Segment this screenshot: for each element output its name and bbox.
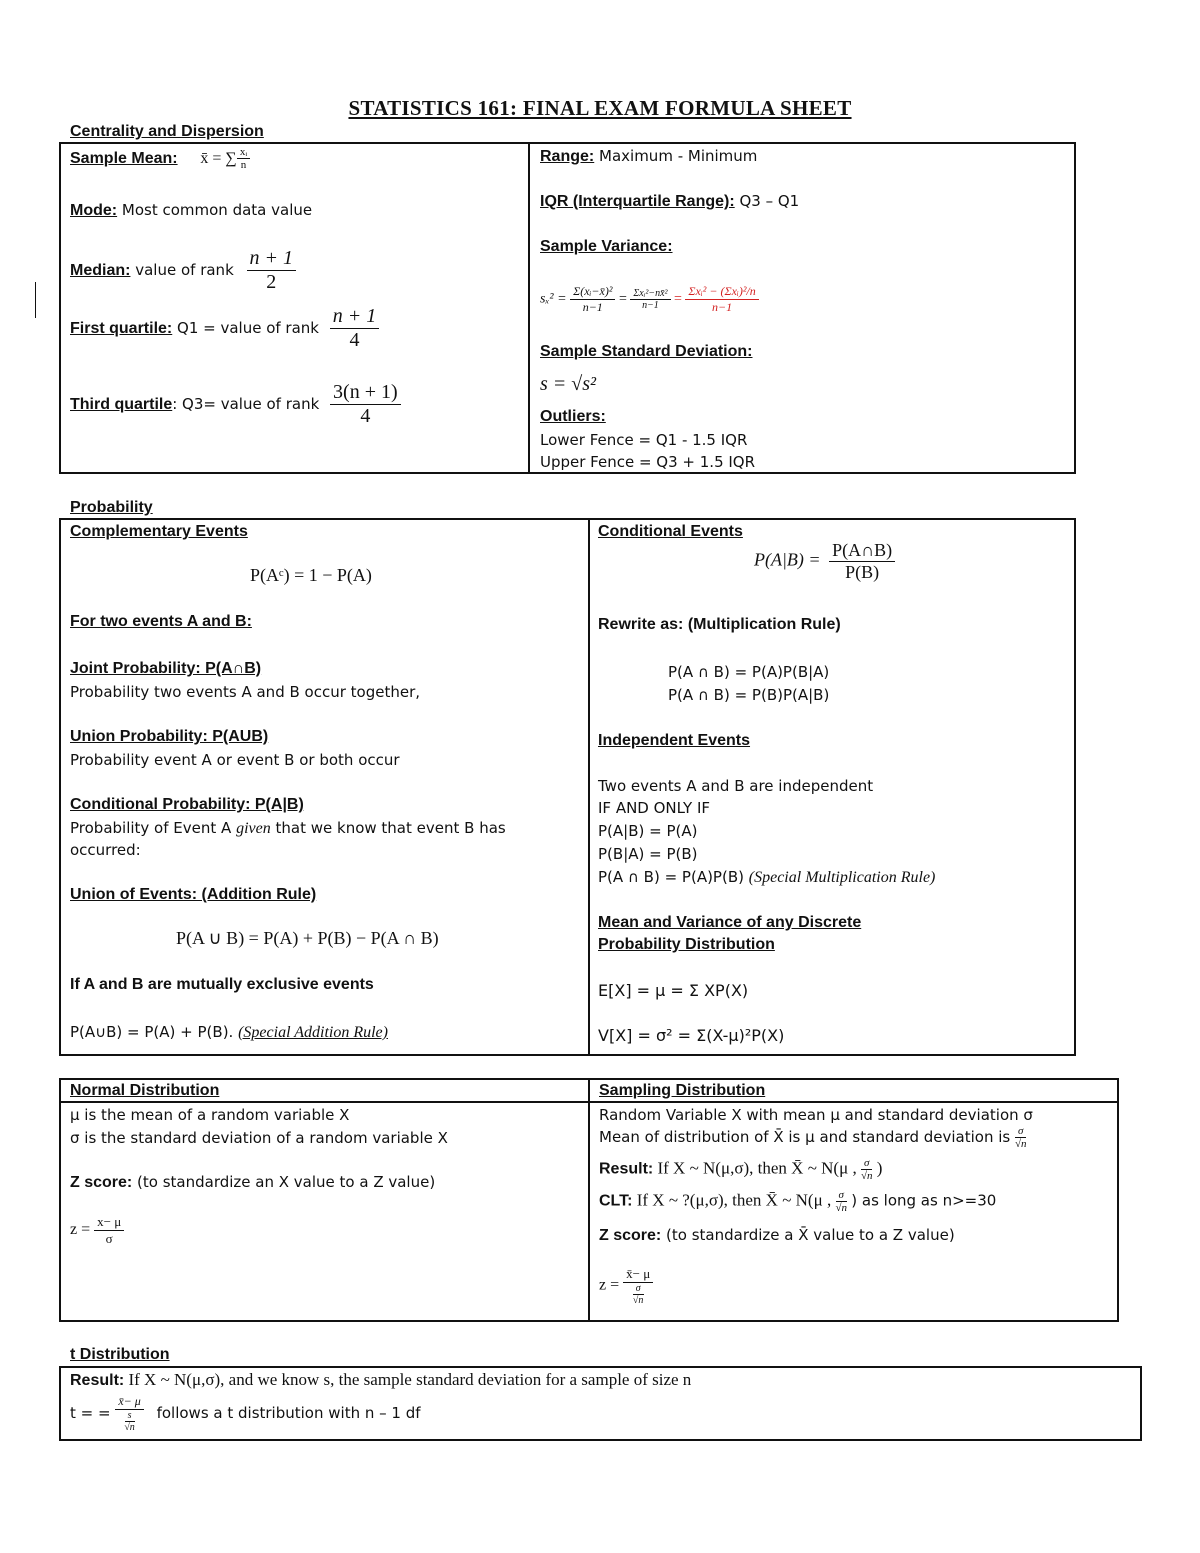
cond-events-label: Conditional Events [598,523,743,540]
median-frac [247,247,297,294]
sampling-z-row [599,1226,955,1245]
cond-text-2: that we know that event B has [275,819,506,837]
page-title: STATISTICS 161: FINAL EXAM FORMULA SHEET [348,96,852,120]
two-events-label: For two events A and B: [70,613,252,630]
normal-z-num: x− μ [94,1214,124,1231]
t-formula-row [70,1394,421,1433]
mean-formula: E[X] = μ = Σ XP(X) [598,981,749,1000]
variance-den-3: n−1 [712,300,733,314]
t-result-row [70,1370,691,1390]
t-lhs: t = = [70,1404,111,1422]
variance-frac-2 [630,288,670,311]
sampling-result-end: ) [876,1158,883,1178]
independent-2: IF AND ONLY IF [598,799,710,817]
variance-num-1: Σ(xᵢ−x̄)² [570,284,615,300]
sampling-line-2-num: σ [1015,1125,1026,1138]
variance-eq-1: = [618,291,627,307]
variance-frac-1 [570,284,615,315]
sampling-result-num: σ [861,1157,872,1170]
sampling-heading: Sampling Distribution [599,1082,766,1099]
sample-mean-lhs: x̄ = ∑ [200,150,237,167]
median-label: Median: [70,262,131,279]
cond-text-line1 [70,819,506,838]
t-frac [115,1394,143,1433]
cond-text-1: Probability of Event A [70,819,232,837]
union-label: Union Probability: P(AUB) [70,728,269,745]
q1-den: 4 [349,329,360,351]
sample-mean-num: xᵢ [237,146,250,159]
q3-label: Third quartile [70,396,173,413]
joint-label: Joint Probability: P(A∩B) [70,660,262,677]
normal-z-text: (to standardize an X value to a Z value) [137,1173,436,1191]
sampling-clt-frac [835,1189,847,1214]
q1-row [70,305,379,352]
independent-1: Two events A and B are independent [598,777,874,795]
q3-den: 4 [360,405,371,427]
independent-label: Independent Events [598,732,751,749]
sample-mean-frac [237,146,250,171]
mult-rule-1: P(A ∩ B) = P(A)P(B|A) [668,663,830,681]
q1-text: Q1 = value of rank [177,319,319,337]
sampling-clt-den: √n [835,1202,848,1214]
sampling-line-2-den: √n [1015,1138,1027,1150]
distribution-header-line [59,1101,1119,1103]
cond-text-3: occurred: [70,841,141,859]
normal-line-2: σ is the standard deviation of a random variable X [70,1129,448,1147]
normal-line-1: μ is the mean of a random variable X [70,1106,350,1124]
iqr-row [540,192,799,211]
variance-eq-2: = [674,291,682,307]
sd-formula: s = √s² [540,373,597,395]
sampling-z-frac [623,1266,653,1306]
q3-num: 3(n + 1) [330,381,401,405]
q3-text: : Q3= value of rank [172,395,320,413]
variance-formula [540,284,759,315]
q1-num: n + 1 [330,305,380,329]
independent-5: P(A ∩ B) = P(A)P(B) [598,868,744,886]
cond-label: Conditional Probability: P(A|B) [70,796,304,813]
addition-rule-formula: P(A ∪ B) = P(A) + P(B) − P(A ∩ B) [176,928,439,948]
sampling-z-den-num: σ [633,1283,644,1295]
sampling-z-lhs: z = [599,1276,620,1294]
sampling-z-den-frac [633,1283,644,1306]
cond-events-frac [829,540,895,583]
sampling-result-den: √n [860,1170,873,1182]
normal-z-formula [70,1214,124,1247]
normal-heading: Normal Distribution [70,1082,220,1099]
distribution-divider [588,1078,590,1322]
q1-frac [330,305,380,352]
variance-den-2: n−1 [642,300,659,311]
q3-frac [330,381,401,428]
sample-mean-row [70,146,250,171]
cond-events-formula [754,540,895,583]
median-num: n + 1 [247,247,297,271]
normal-z-label: Z score: [70,1174,133,1191]
variance-num-2: Σxᵢ²−nx̄² [630,288,670,300]
cond-text-given: given [236,820,271,837]
mutex-rule: (Special Addition Rule) [238,1024,388,1041]
iqr-text: Q3 – Q1 [739,192,800,210]
variance-num-3: Σxᵢ² − (Σxᵢ)²/n [685,284,758,300]
text-cursor [35,282,36,318]
comp-formula: P(Aᶜ) = 1 − P(A) [250,565,372,585]
sampling-line-2-text: Mean of distribution of X̄ is μ and standard deviation is [599,1128,1011,1146]
mult-rule-label: Rewrite as: (Multiplication Rule) [598,616,841,633]
mode-label: Mode: [70,202,118,219]
cond-events-lhs: P(A|B) = [754,549,821,570]
median-text: value of rank [135,261,234,279]
t-num: x̄− μ [115,1394,143,1410]
variance-den-1: n−1 [582,300,603,314]
mode-text: Most common data value [121,201,313,219]
normal-z-frac [94,1214,124,1247]
mutex-label: If A and B are mutually exclusive events [70,976,374,993]
sampling-clt-row [599,1189,996,1214]
mutex-formula: P(A∪B) = P(A) + P(B). [70,1023,234,1041]
t-text: follows a t distribution with n – 1 df [156,1404,421,1422]
sampling-z-text: (to standardize a X̄ value to a Z value) [666,1226,955,1244]
cond-events-num: P(A∩B) [829,540,895,562]
sampling-clt-end: ) as long as n>=30 [851,1191,997,1210]
sd-label: Sample Standard Deviation: [540,343,753,360]
mult-rule-2: P(A ∩ B) = P(B)P(A|B) [668,686,830,704]
normal-z-den: σ [105,1231,113,1246]
sampling-line-2 [599,1125,1027,1150]
sample-mean-label: Sample Mean: [70,150,178,167]
addition-rule-label: Union of Events: (Addition Rule) [70,886,317,903]
normal-z-row [70,1173,435,1192]
sampling-clt-num: σ [836,1189,847,1202]
q1-label: First quartile: [70,320,173,337]
outliers-label: Outliers: [540,408,606,425]
sampling-result-label: Result: [599,1160,654,1178]
sampling-clt-label: CLT: [599,1192,633,1210]
sampling-z-den-den: √n [632,1295,644,1306]
t-den-num: s [125,1410,135,1422]
section-heading-t: t Distribution [70,1346,170,1363]
iqr-label: IQR (Interquartile Range): [540,193,735,210]
range-text: Maximum - Minimum [599,147,758,165]
variance-lhs: sₓ² = [540,291,567,307]
independent-3: P(A|B) = P(A) [598,822,698,840]
sampling-z-label: Z score: [599,1227,662,1244]
normal-z-lhs: z = [70,1221,91,1239]
t-den-den: √n [124,1422,135,1433]
median-row [70,247,296,294]
mean-var-label-1: Mean and Variance of any Discrete [598,914,862,931]
lower-fence: Lower Fence = Q1 - 1.5 IQR [540,431,748,449]
sampling-z-formula [599,1266,653,1306]
centrality-divider [528,142,530,474]
mutex-row [70,1023,388,1042]
comp-label: Complementary Events [70,523,248,540]
sampling-clt-text: If X ~ ?(μ,σ), then X̄ ~ N(μ , [636,1190,832,1210]
mean-var-label-2: Probability Distribution [598,936,775,953]
variance-formula-discrete: V[X] = σ² = Σ(X-μ)²P(X) [598,1026,785,1045]
sampling-result-text: If X ~ N(μ,σ), then X̄ ~ N(μ , [657,1158,857,1178]
independent-5-rule: (Special Multiplication Rule) [748,869,936,886]
sampling-line-1: Random Variable X with mean μ and standard deviation σ [599,1106,1033,1124]
cond-events-den: P(B) [845,562,880,582]
section-heading-centrality: Centrality and Dispersion [70,123,264,140]
sampling-z-num: x̄− μ [623,1266,653,1283]
sample-mean-den: n [240,159,247,171]
independent-5-row [598,868,935,887]
t-den-frac [124,1410,135,1433]
t-result-text: If X ~ N(μ,σ), and we know s, the sample standard deviation for a sample of size n [128,1370,692,1389]
variance-label: Sample Variance: [540,238,673,255]
sampling-result-frac [861,1157,873,1182]
mode-row [70,201,312,220]
q3-row [70,381,401,428]
probability-divider [588,518,590,1056]
sampling-line-2-frac [1015,1125,1027,1150]
t-result-label: Result: [70,1372,125,1389]
variance-frac-3 [685,284,758,315]
median-den: 2 [266,271,277,293]
independent-4: P(B|A) = P(B) [598,845,698,863]
joint-text: Probability two events A and B occur together, [70,683,421,701]
range-row [540,147,757,166]
range-label: Range: [540,148,595,165]
upper-fence: Upper Fence = Q3 + 1.5 IQR [540,453,756,471]
section-heading-probability: Probability [70,499,153,516]
sampling-result-row [599,1157,882,1182]
union-text: Probability event A or event B or both occur [70,751,400,769]
